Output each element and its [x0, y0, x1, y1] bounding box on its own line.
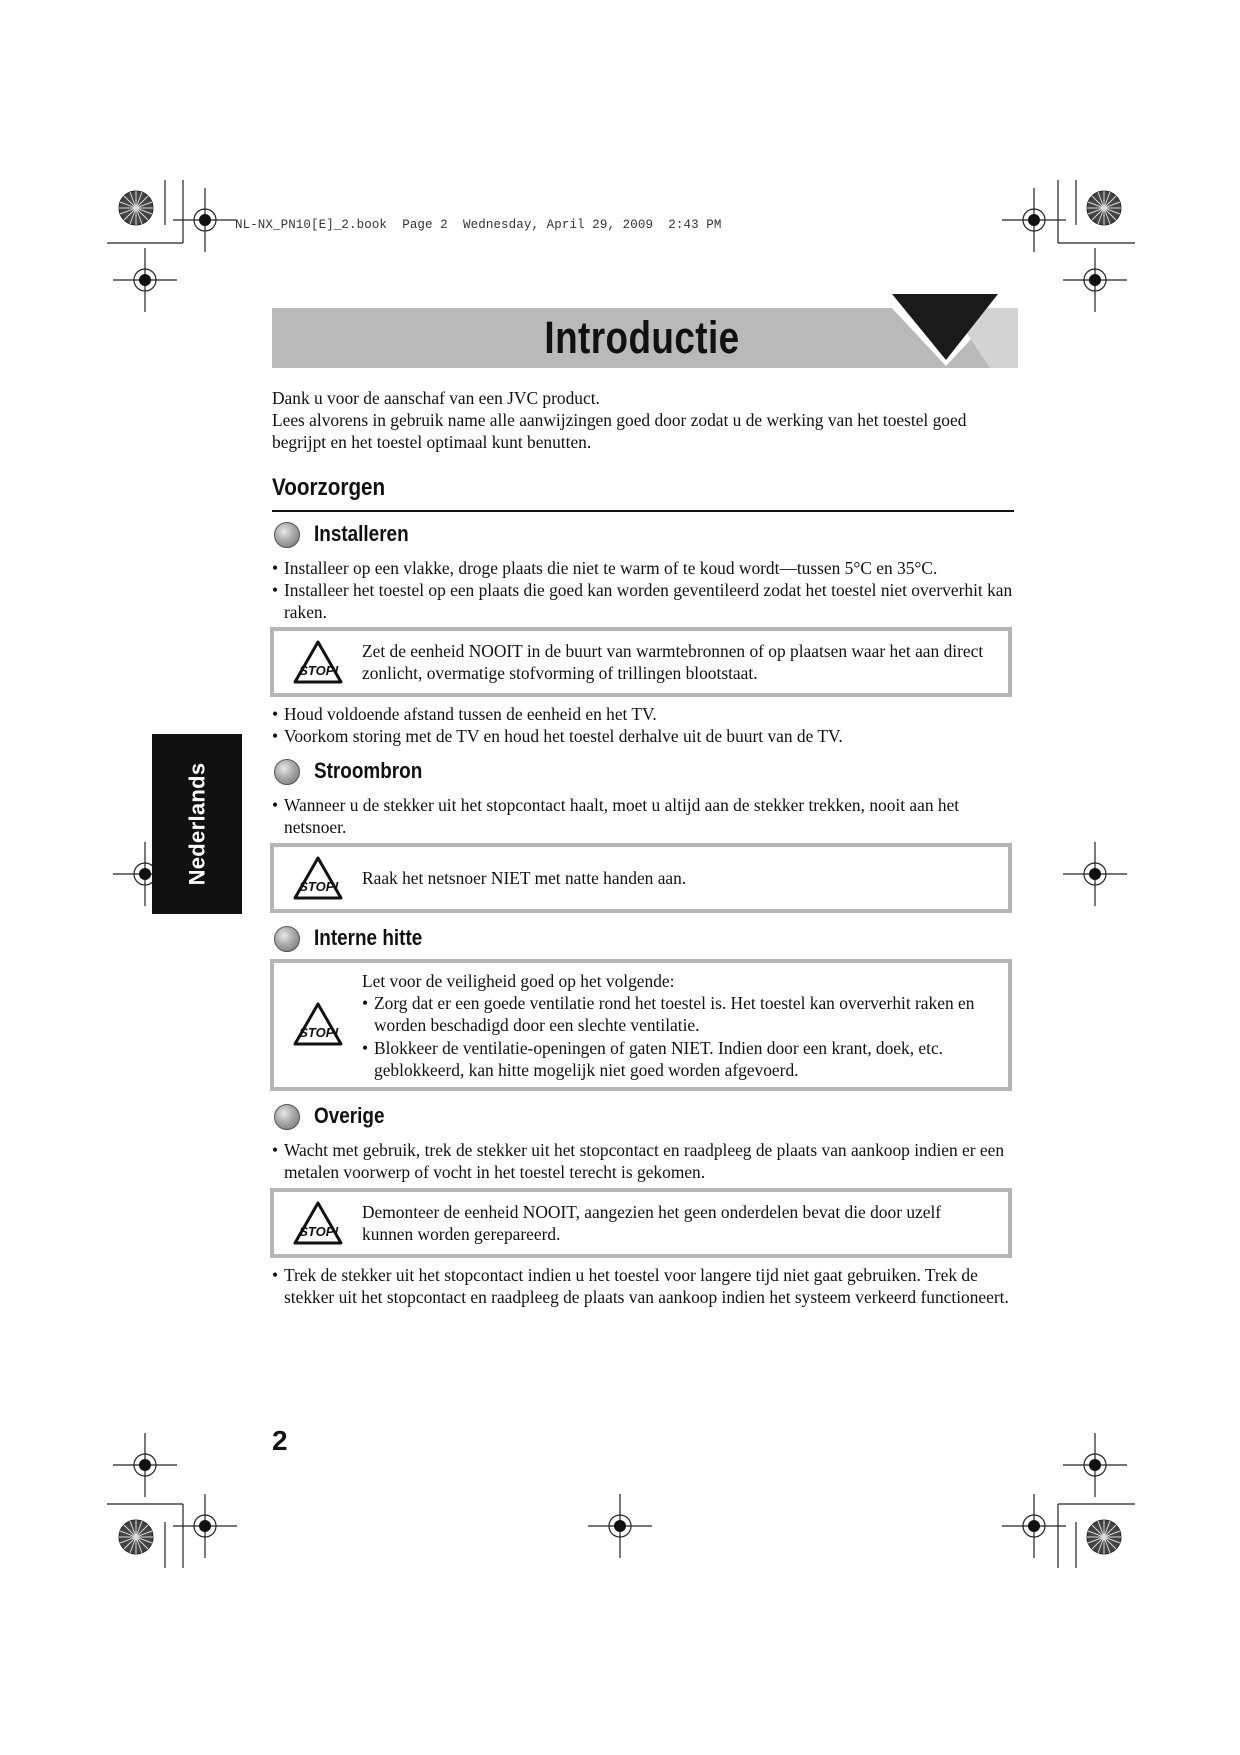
list-item: • Installeer op een vlakke, droge plaats die niet te warm of te koud wordt—tussen 5°C en 35°C.	[272, 557, 1014, 579]
section-divider	[272, 510, 1014, 512]
list-item: • Wacht met gebruik, trek de stekker uit het stopcontact en raadpleeg de plaats van aankoop indien er een metalen voorwerp of vocht in het toestel terecht is gekomen.	[272, 1139, 1014, 1183]
stop-warning-icon	[292, 639, 344, 687]
warning-text: Raak het netsnoer NIET met natte handen aan.	[362, 868, 687, 888]
bullet-circle-icon	[274, 759, 300, 785]
subheading-label: Overige	[314, 1103, 385, 1128]
subheading-label: Stroombron	[314, 758, 423, 783]
intro-line: Dank u voor de aanschaf van een JVC product.	[272, 388, 600, 408]
warning-intro: Let voor de veiligheid goed op het volgende:	[362, 971, 675, 991]
page-number: 2	[272, 1425, 288, 1456]
section-heading: Voorzorgen	[272, 474, 386, 501]
stop-warning-icon	[292, 855, 344, 903]
list-item: • Wanneer u de stekker uit het stopcontact haalt, moet u altijd aan de stekker trekken, nooit aan het netsnoer.	[272, 794, 1014, 838]
subheading-label: Installeren	[314, 521, 409, 546]
list-item: • Blokkeer de ventilatie-openingen of gaten NIET. Indien door een krant, doek, etc. geblokkeerd, kan hitte mogelijk niet goed worden afgevoerd.	[362, 1037, 994, 1081]
warning-box	[270, 1188, 1012, 1258]
warning-text: Demonteer de eenheid NOOIT, aangezien het geen onderdelen bevat die door uzelf kunnen worden gerepareerd.	[362, 1202, 942, 1245]
stop-label: STOP!	[299, 1025, 339, 1040]
list-item: • Trek de stekker uit het stopcontact indien u het toestel voor langere tijd niet gaat gebruiken. Trek de stekker uit het stopcontact en raadpleeg de plaats van aankoop indien het systeem verkeerd functioneert.	[272, 1264, 1014, 1308]
list-item: • Zorg dat er een goede ventilatie rond het toestel is. Het toestel kan oververhit raken en worden beschadigd door een slechte ventilatie.	[362, 992, 994, 1036]
page-title: Introductie	[544, 312, 740, 363]
stop-label: STOP!	[299, 663, 339, 678]
bullet-circle-icon	[274, 926, 300, 952]
intro-line: Lees alvorens in gebruik name alle aanwijzingen goed door zodat u de werking van het toestel goed begrijpt en het toestel optimaal kunt benutten.	[272, 410, 967, 453]
warning-text: Zet de eenheid NOOIT in de buurt van warmtebronnen of op plaatsen waar het aan direct zonlicht, overmatige stofvorming of trillingen blootstaat.	[362, 641, 984, 684]
subheading-label: Interne hitte	[314, 925, 423, 950]
installeren-list	[272, 557, 1014, 624]
warning-box	[270, 843, 1012, 913]
stroombron-list	[272, 794, 1014, 838]
overige-list-after	[272, 1264, 1014, 1308]
stop-label: STOP!	[299, 879, 339, 894]
overige-list	[272, 1139, 1014, 1183]
stop-warning-icon	[292, 1001, 344, 1049]
bullet-circle-icon	[274, 1104, 300, 1130]
language-tab-label-wrap	[152, 734, 242, 914]
list-item: • Voorkom storing met de TV en houd het toestel derhalve uit de buurt van de TV.	[272, 725, 1014, 747]
warning-box	[270, 959, 1012, 1091]
warning-text	[362, 970, 994, 1081]
intro-text	[272, 387, 1014, 454]
list-item: • Houd voldoende afstand tussen de eenheid en het TV.	[272, 703, 1014, 725]
warning-box	[270, 627, 1012, 697]
stop-label: STOP!	[299, 1224, 339, 1239]
language-tab-label: Nederlands	[184, 762, 210, 886]
file-info-line: NL-NX_PN10[E]_2.book Page 2 Wednesday, April 29, 2009 2:43 PM	[235, 218, 722, 232]
warning-list	[362, 992, 994, 1081]
installeren-list-after	[272, 703, 1014, 747]
bullet-circle-icon	[274, 522, 300, 548]
list-item: • Installeer het toestel op een plaats die goed kan worden geventileerd zodat het toestel niet oververhit kan raken.	[272, 579, 1014, 623]
stop-warning-icon	[292, 1200, 344, 1248]
